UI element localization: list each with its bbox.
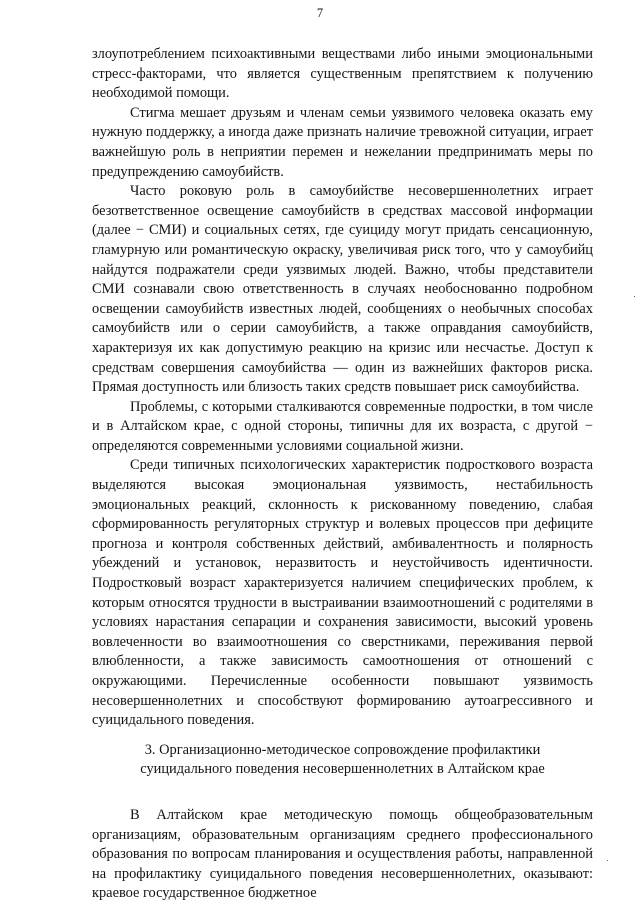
- paragraph-psychological-characteristics: Среди типичных психологических характеристик подросткового возраста выделяются высокая эмоциональная уязвимость, нестабильность эмоциональных реакций, склонность к рискованному поведению, слабая сформированность регуляторных структур и волевых процессов при дефиците прогноза и контроля собственных действий, амбивалентность и полярность убеждений и установок, неразвитость и неустойчивость идентичности. Подростковый возраст характеризуется наличием специфических проблем, к которым относятся трудности в выстраивании взаимоотношений с родителями в условиях нарастания сепарации и сохранения зависимости, высокий уровень вовлеченности во взаимоотношения со сверстниками, переживания первой влюбленности, а также зависимость самоотношения от отношений с окружающими. Перечисленные особенности повышают уязвимость несовершеннолетних и способствуют формированию аутоагрессивного и суицидального поведения.: [92, 457, 593, 729]
- paragraph-stigma: Стигма мешает друзьям и членам семьи уязвимого человека оказать ему нужную поддержку, а иногда даже признать наличие тревожной ситуации, играет важнейшую роль в неприятии перемен и нежелании предпринимать меры по предупреждению самоубийств.: [92, 104, 593, 180]
- scan-speck: [634, 296, 635, 297]
- scan-speck: [607, 860, 608, 861]
- paragraph-methodological-help: В Алтайском крае методическую помощь общеобразовательным организациям, образовательным организациям среднего профессионального образования по вопросам планирования и осуществления работы, направленной на профилактику суицидального поведения несовершеннолетних, оказывают: краевое государственное бюджетное: [92, 806, 593, 902]
- paragraph-continuation: злоупотреблением психоактивными веществами либо иными эмоциональными стресс-факторами, что является существенным препятствием к получению необходимой помощи.: [92, 46, 593, 102]
- document-body: [92, 45, 593, 904]
- page-number: 7: [316, 6, 324, 20]
- section-heading: [92, 741, 593, 780]
- paragraph-teen-problems: Проблемы, с которыми сталкиваются современные подростки, в том числе и в Алтайском крае, с одной стороны, типичны для их возраста, с другой − определяются современными условиями социальной жизни.: [92, 398, 593, 454]
- paragraph-media-coverage: Часто роковую роль в самоубийстве несовершеннолетних играет безответственное освещение самоубийств в средствах массовой информации (далее − СМИ) и социальных сетях, где суициду могут придать сенсационную, гламурную или романтическую окраску, увеличивая риск того, что у самоубийц найдутся подражатели среди уязвимых людей. Важно, чтобы представители СМИ сознавали свою ответственность в случаях необоснованно подробном освещении самоубийств известных людей, сообщениях о необычных способах самоубийств или о серии самоубийств, а также оправдания самоубийств, характеризуя их как допустимую реакцию на кризис или несчастье. Доступ к средствам совершения самоубийства — один из важнейших факторов риска. Прямая доступность или близость таких средств повышает риск самоубийства.: [92, 183, 593, 396]
- section-heading-line-1: 3. Организационно-методическое сопровождение профилактики: [144, 741, 541, 758]
- section-heading-line-2: суицидального поведения несовершеннолетних в Алтайском крае: [140, 761, 545, 778]
